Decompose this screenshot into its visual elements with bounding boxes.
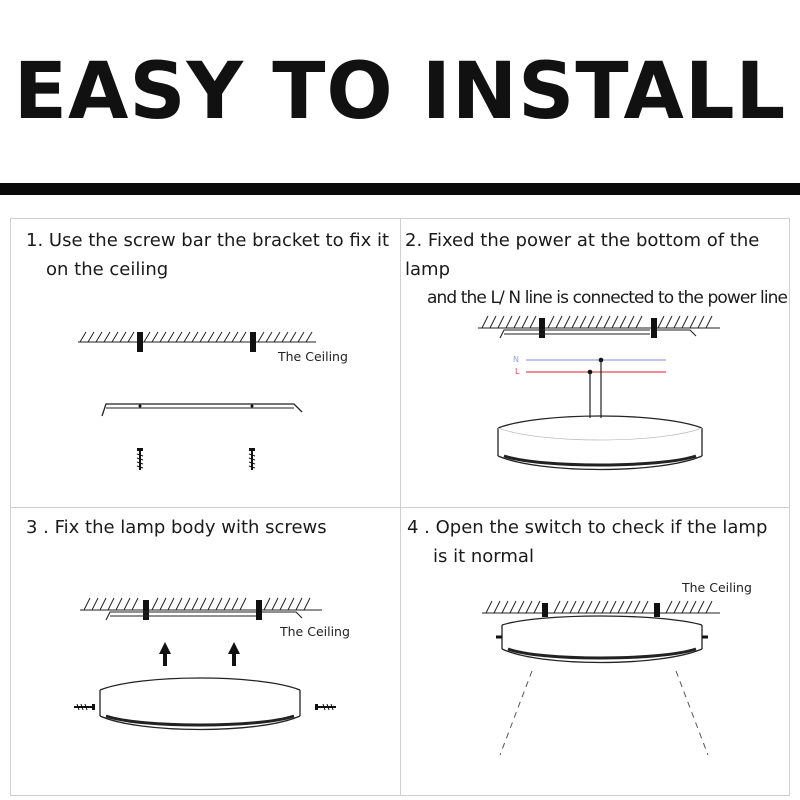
wall-plug (256, 600, 262, 620)
wall-plug (539, 318, 545, 338)
step-3-line-1: 3 . Fix the lamp body with screws (26, 517, 327, 538)
step-4-diagram (470, 575, 770, 765)
step-1-text (26, 226, 389, 284)
side-screw-icon (74, 704, 95, 710)
screw-icon (249, 448, 255, 470)
ceiling-hatch (80, 598, 322, 610)
grid-horizontal-divider (11, 507, 789, 508)
wall-plug (542, 603, 548, 617)
step-3-diagram (70, 590, 360, 750)
step-2-line-2: and the L/ N line is connected to the power line (427, 288, 788, 308)
up-arrow-icon (228, 642, 240, 666)
step-2-diagram (470, 308, 730, 478)
mounting-bracket (102, 404, 302, 416)
ceiling-label: The Ceiling (280, 624, 350, 639)
light-beam-right (676, 671, 708, 755)
side-screw-icon (315, 704, 336, 710)
step-1-line-1: 1. Use the screw bar the bracket to fix it (26, 230, 390, 251)
step-1-line-2: on the ceiling (46, 259, 169, 280)
title-divider (0, 183, 800, 195)
step-4-text (407, 513, 767, 571)
wall-plug (143, 600, 149, 620)
step-4-line-2: is it normal (433, 546, 534, 567)
step-2-text (405, 226, 800, 313)
step-3-text (26, 513, 327, 542)
ceiling-hatch (78, 332, 316, 342)
step-2-line-1: 2. Fixed the power at the bottom of the lamp (405, 230, 760, 280)
ceiling-hatch (482, 601, 720, 613)
mounting-bracket (106, 612, 302, 620)
page-title: EASY TO INSTALL (13, 47, 787, 137)
live-label: L (515, 367, 520, 376)
bracket-hole (251, 405, 254, 408)
wall-plug (654, 603, 660, 617)
up-arrow-icon (159, 642, 171, 666)
wall-plug (137, 332, 143, 352)
wall-plug (651, 318, 657, 338)
screw-icon (137, 448, 143, 470)
lamp-body (498, 416, 702, 470)
lamp-body (502, 616, 702, 663)
ceiling-hatch (478, 316, 720, 328)
wall-plug (250, 332, 256, 352)
light-beam-left (500, 671, 532, 755)
neutral-label: N (513, 355, 519, 364)
step-4-line-1: 4 . Open the switch to check if the lamp (407, 517, 768, 538)
power-cable (590, 360, 601, 418)
ceiling-label: The Ceiling (682, 580, 752, 595)
mounting-bracket (500, 330, 696, 338)
step-1-diagram (70, 320, 348, 480)
lamp-body (100, 678, 300, 730)
ceiling-label: The Ceiling (278, 349, 348, 364)
bracket-hole (139, 405, 142, 408)
